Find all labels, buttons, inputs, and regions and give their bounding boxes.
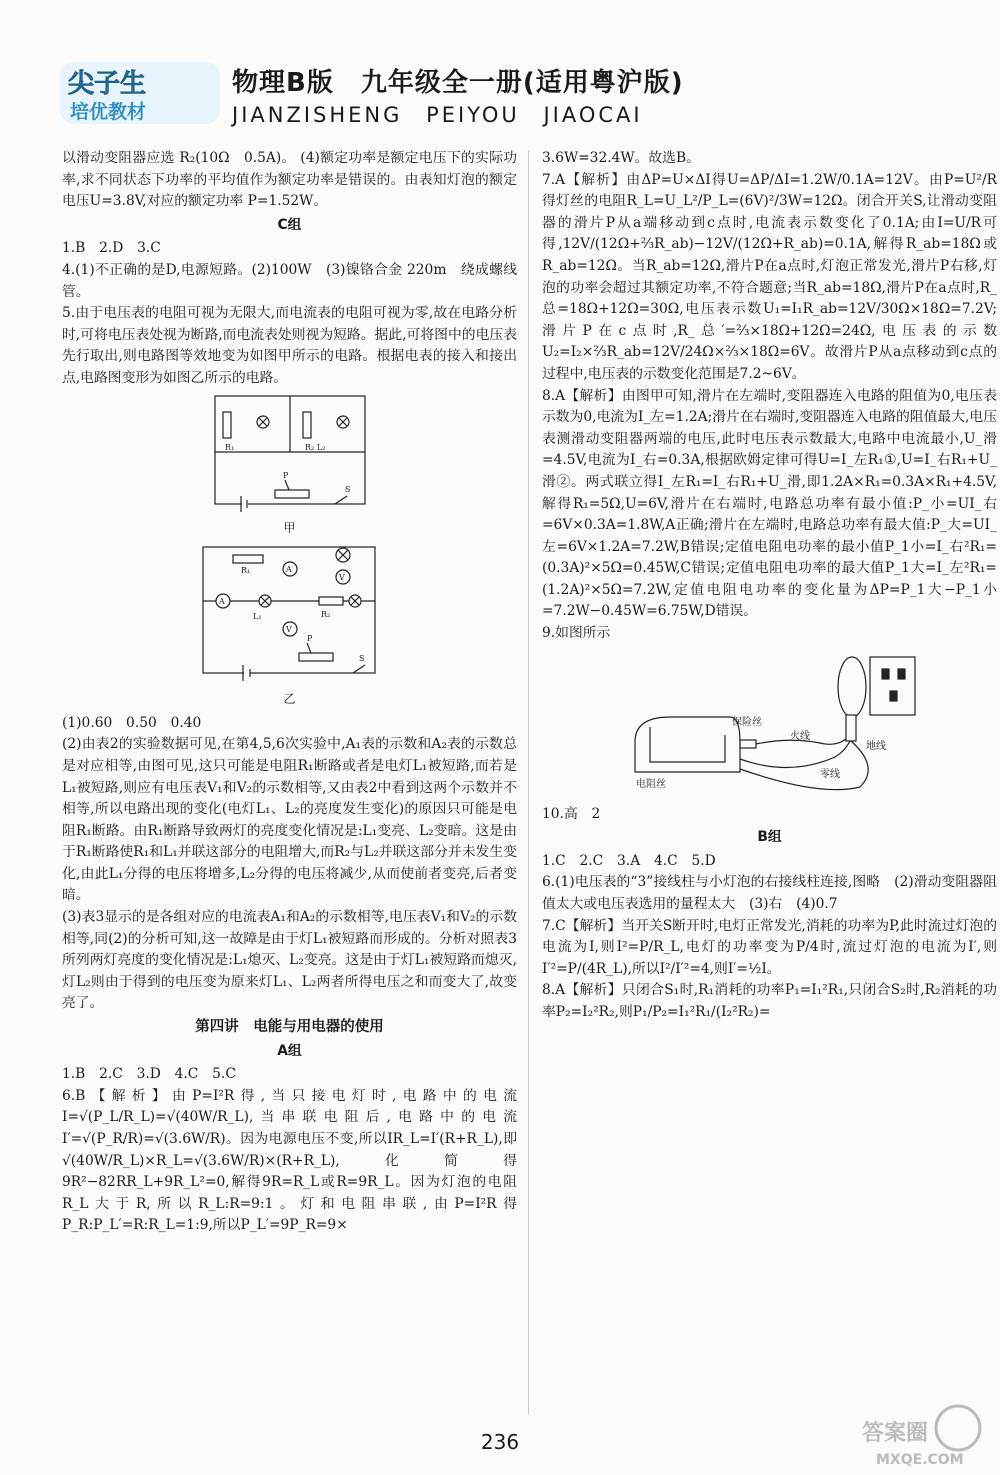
answer-line: 4.(1)不正确的是D,电源短路。(2)100W (3)镍铬合金 220m 绕成螺线管。 <box>62 261 517 300</box>
paragraph: (2)由表2的实验数据可见,在第4,5,6次实验中,A₁表的示数和A₂表的示数总是对应相等,由图可见,这只可能是电阻R₁断路或者是电灯L₁被短路,而若是L₁被短路,则应有电压表V₁和V₂的示数相等,又由表2中看到这两个示数并不相等,所以电路出现的变化(电灯L₁、L₂的亮度发生变化)的原因只可能是电阻R₁断路。由R₁断路导致两灯的亮度变化情况是:L₁变亮、L₂变暗。这是由于R₁断路使R₁和L₁并联这部分的电阻增大,而R₂与L₂并联这部分并未发生变化,由此L₁分得的电压将增多,L₂分得的电压将减少,从而使前者变亮,后者变暗。 <box>62 736 517 904</box>
svg-text:V: V <box>338 573 345 583</box>
book-title: 物理B版 九年级全一册(适用粤沪版) <box>232 68 684 98</box>
svg-text:P: P <box>282 470 288 480</box>
paragraph: 7.C【解析】当开关S断开时,电灯正常发光,消耗的功率为P,此时流过灯泡的电流为I,则I²=P/R_L,电灯的功率变为P/4时,流过灯泡的电流为I′,则I′²=P/(4R_L),所以I²/I′²=4,则I′=½I。 <box>542 917 997 977</box>
svg-text:R₁: R₁ <box>224 442 234 452</box>
neutral-wire-label: 零线 <box>819 768 840 780</box>
paragraph: 3.6W=32.4W。故选B。 <box>542 150 700 166</box>
svg-text:S: S <box>344 484 350 494</box>
brand-logo <box>58 58 223 128</box>
figure-caption: 甲 <box>283 520 296 535</box>
svg-text:尖子生: 尖子生 <box>68 69 147 99</box>
paragraph: 以滑动变阻器应选 R₂(10Ω 0.5A)。 (4)额定功率是额定电压下的实际功率,求不同状态下功率的平均值作为额定功率是错误的。由表知灯泡的额定电压U=3.8V,对应的额定功率 P=1.52W。 <box>62 150 517 210</box>
svg-text:培优教材: 培优教材 <box>70 101 147 123</box>
answer-line: 9.如图所示 <box>542 625 611 642</box>
answer-line: (1)0.60 0.50 0.40 <box>62 714 202 731</box>
svg-text:S: S <box>358 654 364 664</box>
watermark-logo <box>858 1400 988 1470</box>
column-divider <box>528 150 529 1415</box>
section-heading: B组 <box>757 829 782 846</box>
ground-wire-label: 地线 <box>865 740 886 752</box>
paragraph: 7.A【解析】由ΔP=U×ΔI得U=ΔP/ΔI=1.2W/0.1A=12V。由P=U²/R得灯丝的电阻R_L=U_L²/P_L=(6V)²/3W=12Ω。闭合开关S,让滑动变阻器的滑片P从a端移动到c点时,电流表示数变化了0.1A;由I=U/R可得,12V/(12Ω+⅔R_ab)−12V/(12Ω+R_ab)=0.1A,解得R_ab=18Ω或R_ab=12Ω。当R_ab=12Ω,滑片P在a点时,灯泡正常发光,滑片P右移,灯泡的功率会超过其额定功率,不符合题意;当R_ab=18Ω,滑片P在a点时,R_总=18Ω+12Ω=30Ω,电压表示数U₁=I₁R_ab=12V/30Ω×18Ω=7.2V;滑片P在c点时,R_总′=⅔×18Ω+12Ω=24Ω,电压表的示数U₂=I₂×⅔R_ab=12V/24Ω×⅔×18Ω=6V。故滑片P从a点移动到c点的过程中,电压表的示数变化范围是7.2~6V。 <box>542 171 997 382</box>
svg-text:R₂: R₂ <box>320 610 330 620</box>
live-wire-label: 火线 <box>789 730 810 742</box>
figure-caption: 乙 <box>283 692 296 707</box>
book-title-pinyin: JIANZISHENG PEIYOU JIAOCAI <box>232 103 643 127</box>
answer-line: 1.B 2.C 3.D 4.C 5.C <box>62 1066 236 1083</box>
lecture-heading: 第四讲 电能与用电器的使用 <box>195 1019 384 1036</box>
svg-text:A: A <box>218 597 225 607</box>
circuit-diagram-jia <box>205 392 375 520</box>
heater-label: 电阻丝 <box>635 778 666 790</box>
svg-text:V: V <box>285 625 292 635</box>
paragraph: 6.(1)电压表的“3”接线柱与小灯泡的右接线柱连接,图略 (2)滑动变阻器阻值太大或电压表选用的量程太大 (3)右 (4)0.7 <box>542 874 997 913</box>
paragraph: 5.由于电压表的电阻可视为无限大,而电流表的电阻可视为零,故在电路分析时,可将电压表处视为断路,而电流表处则视为短路。据此,可将图中的电压表先行取出,则电路图等效地变为如图甲所示的电路。根据电表的接入和接出点,电路图变形为如图乙所示的电路。 <box>62 305 517 386</box>
svg-text:R₁: R₁ <box>240 566 250 576</box>
section-heading: A组 <box>277 1042 302 1059</box>
page-header <box>0 0 1000 140</box>
left-column <box>62 148 517 1237</box>
answer-line: 1.C 2.C 3.A 4.C 5.D <box>542 852 716 869</box>
svg-text:R₂ L₂: R₂ L₂ <box>304 442 325 452</box>
svg-text:A: A <box>285 565 292 575</box>
svg-text:MXQE.COM: MXQE.COM <box>876 1452 964 1468</box>
household-wiring-figure <box>620 647 920 802</box>
circuit-diagram-yi <box>195 541 385 691</box>
section-heading: C组 <box>277 216 302 233</box>
paragraph: 8.A【解析】只闭合S₁时,R₁消耗的功率P₁=I₁²R₁,只闭合S₂时,R₂消耗的功率P₂=I₂²R₂,则P₁/P₂=I₁²R₁/(I₂²R₂)= <box>542 982 997 1020</box>
paragraph: (3)表3显示的是各组对应的电流表A₁和A₂的示数相等,电压表V₁和V₂的示数相等,同(2)的分析可知,这一故障是由于灯L₁被短路而形成的。分析对照表3所列两灯亮度的变化情况是:L₁熄灭、L₂变亮。这是由于灯L₁被短路而熄灭,灯L₂则由于得到的电压变为原来灯L₁、L₂两者所得电压之和而变大了,故变亮了。 <box>62 909 517 1012</box>
svg-text:L₁: L₁ <box>252 612 262 622</box>
answer-line: 1.B 2.D 3.C <box>62 240 161 257</box>
paragraph: 8.A【解析】由图甲可知,滑片在左端时,变阻器连入电路的阻值为0,电压表示数为0,电流为I_左=1.2A;滑片在右端时,变阻器连入电路的阻值最大,电压表测滑动变阻器两端的电压,此时电压表示数最大,电路中电流最小,U_滑=4.5V,电流为I_右=0.3A,根据欧姆定律可得U=I_左R₁①,U=I_右R₁+U_滑②。两式联立得I_左R₁=I_右R₁+U_滑,即1.2A×R₁=0.3A×R₁+4.5V,解得R₁=5Ω,U=6V,滑片在右端时,电路总功率有最小值:P_小=UI_右=6V×0.3A=1.8W,A正确;滑片在左端时,电路总功率有最大值:P_大=UI_左=6V×1.2A=7.2W,B错误;定值电阻电功率的最小值P_1小=I_右²R₁=(0.3A)²×5Ω=0.45W,C错误;定值电阻电功率的最大值P_1大=I_左²R₁=(1.2A)²×5Ω=7.2W,定值电阻电功率的变化量为ΔP=P_1大−P_1小=7.2W−0.45W=6.75W,D错误。 <box>542 387 997 620</box>
fuse-label: 保险丝 <box>731 716 762 728</box>
page-number: 236 <box>480 1430 520 1454</box>
paragraph: 6.B【解析】由P=I²R得,当只接电灯时,电路中的电流I=√(P_L/R_L)=√(40W/R_L),当串联电阻后,电路中的电流I′=√(P_R/R)=√(3.6W/R)。因为电源电压不变,所以IR_L=I′(R+R_L),即√(40W/R_L)×R_L=√(3.6W/R)×(R+R_L),化简得9R²−82RR_L+9R_L²=0,解得9R=R_L或R=9R_L。因为灯泡的电阻R_L大于R,所以R_L:R=9:1。灯和电阻串联,由P=I²R得P_R:P_L′=R:R_L=1:9,所以P_L′=9P_R=9× <box>62 1087 517 1234</box>
svg-text:P: P <box>306 634 312 644</box>
right-column <box>542 148 997 1024</box>
answer-line: 10.高 2 <box>542 805 601 822</box>
svg-text:答案圈: 答案圈 <box>862 1421 929 1446</box>
